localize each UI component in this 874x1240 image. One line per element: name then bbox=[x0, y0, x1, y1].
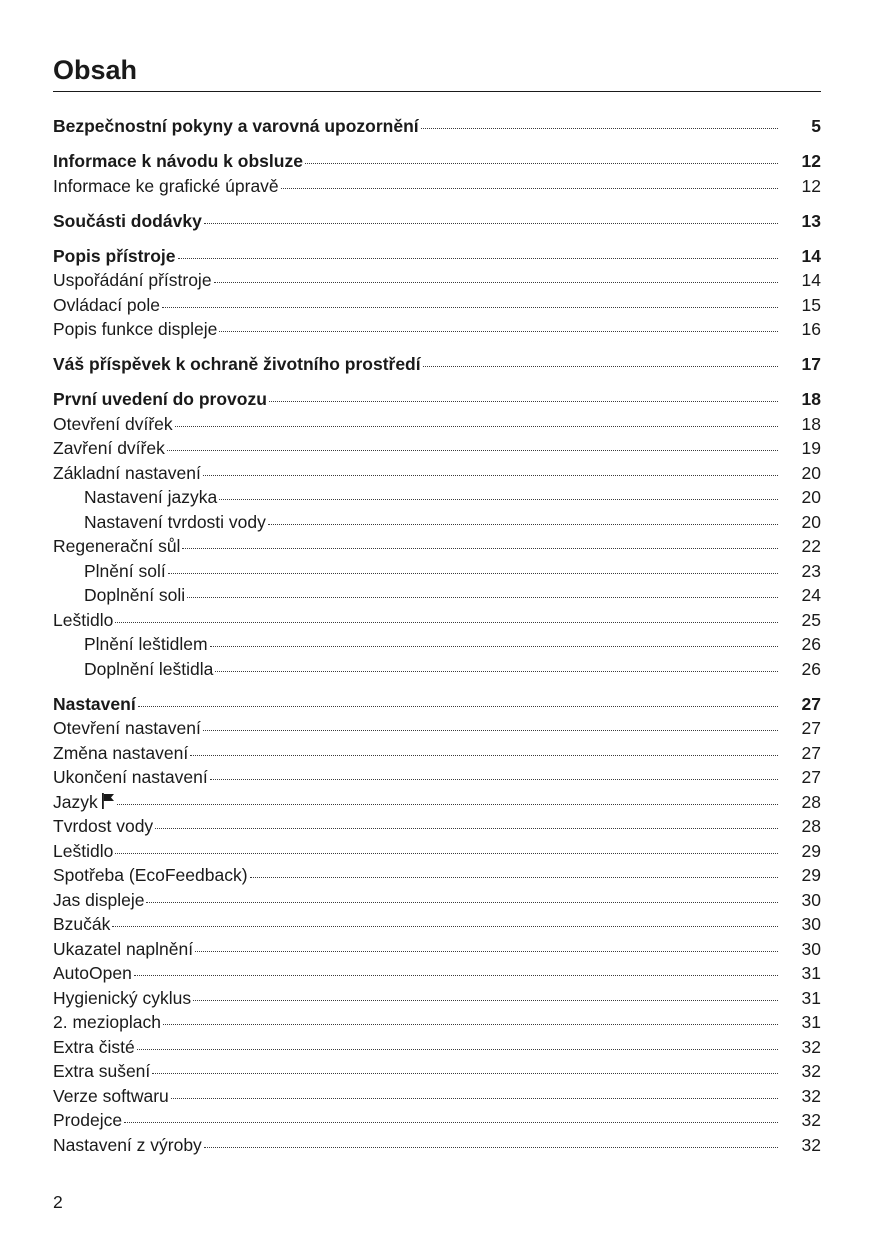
dot-leader bbox=[168, 573, 778, 574]
dot-leader bbox=[281, 188, 778, 189]
dot-leader bbox=[175, 426, 778, 427]
flag-icon bbox=[101, 793, 115, 809]
toc-entry-page: 14 bbox=[801, 270, 821, 290]
dot-leader bbox=[115, 853, 778, 854]
toc-entry-label: Zavření dvířek bbox=[53, 438, 165, 458]
document-page bbox=[53, 52, 821, 1157]
toc-entry-label: Nastavení z výroby bbox=[53, 1134, 202, 1155]
toc-entry-label: Váš příspěvek k ochraně životního prostředí bbox=[53, 354, 421, 374]
toc-entry-label: Otevření nastavení bbox=[53, 718, 201, 738]
toc-entry[interactable] bbox=[53, 268, 821, 293]
toc-entry-page: 17 bbox=[801, 354, 821, 374]
toc-entry-label: Plnění solí bbox=[84, 560, 166, 581]
toc-entry-page: 30 bbox=[801, 938, 821, 959]
toc-entry-page: 32 bbox=[801, 1134, 821, 1155]
toc-entry-page: 27 bbox=[801, 693, 821, 714]
toc-entry[interactable] bbox=[53, 1010, 821, 1035]
dot-leader bbox=[178, 258, 778, 259]
toc-entry-label: Popis přístroje bbox=[53, 245, 176, 266]
toc-entry[interactable] bbox=[53, 912, 821, 937]
dot-leader bbox=[155, 828, 778, 829]
toc-entry[interactable] bbox=[53, 716, 821, 741]
toc-entry[interactable] bbox=[53, 436, 821, 461]
toc-entry-label: Plnění leštidlem bbox=[84, 634, 208, 654]
dot-leader bbox=[146, 902, 778, 903]
toc-entry-label: Změna nastavení bbox=[53, 742, 189, 763]
dot-leader bbox=[305, 163, 778, 164]
dot-leader bbox=[214, 282, 778, 283]
page-title: Obsah bbox=[53, 52, 821, 92]
toc-entry[interactable] bbox=[53, 863, 821, 888]
toc-entry[interactable] bbox=[53, 741, 821, 766]
toc-entry-page: 26 bbox=[801, 634, 821, 654]
toc-subentry[interactable] bbox=[53, 583, 821, 608]
toc-entry-label: Leštidlo bbox=[53, 840, 114, 861]
dot-leader bbox=[203, 475, 778, 476]
toc-entry-page: 32 bbox=[801, 1061, 821, 1081]
dot-leader bbox=[187, 597, 778, 598]
dot-leader bbox=[210, 779, 778, 780]
toc-entry-label: Prodejce bbox=[53, 1110, 123, 1130]
dot-leader bbox=[193, 1000, 778, 1001]
toc-entry-page: 20 bbox=[801, 487, 821, 507]
toc-entry[interactable] bbox=[53, 412, 821, 437]
dot-leader bbox=[162, 307, 778, 308]
page-number: 2 bbox=[53, 1192, 63, 1212]
dot-leader bbox=[269, 401, 778, 402]
toc-entry[interactable] bbox=[53, 114, 821, 139]
toc-entry[interactable] bbox=[53, 244, 821, 269]
toc-entry-label bbox=[53, 790, 115, 815]
toc-entry-page: 27 bbox=[801, 742, 821, 763]
dot-leader bbox=[112, 926, 778, 927]
toc-entry[interactable] bbox=[53, 387, 821, 412]
dot-leader bbox=[215, 671, 778, 672]
toc-entry-page: 15 bbox=[801, 294, 821, 315]
toc-entry-page: 19 bbox=[801, 438, 821, 458]
toc-entry-page: 31 bbox=[801, 987, 821, 1008]
toc-entry[interactable] bbox=[53, 1133, 821, 1158]
toc-entry-page: 20 bbox=[801, 462, 821, 483]
toc-entry-label: Ukazatel naplnění bbox=[53, 938, 194, 959]
toc-entry-page: 16 bbox=[801, 319, 821, 339]
toc-subentry[interactable] bbox=[53, 632, 821, 657]
toc-entry-page: 25 bbox=[801, 609, 821, 630]
toc-subentry[interactable] bbox=[53, 485, 821, 510]
table-of-contents bbox=[53, 114, 821, 1157]
toc-entry-label: Ukončení nastavení bbox=[53, 767, 208, 787]
toc-entry-page: 32 bbox=[801, 1110, 821, 1130]
toc-entry[interactable] bbox=[53, 1059, 821, 1084]
toc-entry-label: Popis funkce displeje bbox=[53, 319, 218, 339]
dot-leader bbox=[219, 499, 778, 500]
toc-entry[interactable] bbox=[53, 961, 821, 986]
dot-leader bbox=[204, 1147, 778, 1148]
toc-entry-label: Bzučák bbox=[53, 914, 111, 934]
toc-entry-label: Jas displeje bbox=[53, 889, 145, 910]
dot-leader bbox=[124, 1122, 778, 1123]
toc-entry[interactable] bbox=[53, 149, 821, 174]
toc-entry-page: 12 bbox=[801, 175, 821, 196]
dot-leader bbox=[421, 128, 778, 129]
toc-entry[interactable] bbox=[53, 1108, 821, 1133]
toc-entry-page: 29 bbox=[801, 840, 821, 861]
dot-leader bbox=[182, 548, 778, 549]
toc-entry[interactable] bbox=[53, 317, 821, 342]
toc-entry[interactable] bbox=[53, 293, 821, 318]
toc-entry[interactable] bbox=[53, 1035, 821, 1060]
toc-entry[interactable] bbox=[53, 790, 821, 815]
toc-entry[interactable] bbox=[53, 814, 821, 839]
toc-entry-label: Doplnění leštidla bbox=[84, 658, 214, 679]
toc-entry-page: 30 bbox=[801, 914, 821, 934]
toc-entry-label: Verze softwaru bbox=[53, 1085, 169, 1106]
toc-subentry[interactable] bbox=[53, 657, 821, 682]
toc-entry-page: 31 bbox=[801, 963, 821, 983]
toc-entry-page: 20 bbox=[801, 511, 821, 532]
toc-entry-label: Základní nastavení bbox=[53, 462, 201, 483]
dot-leader bbox=[137, 1049, 778, 1050]
toc-entry-label: Nastavení bbox=[53, 693, 136, 714]
toc-entry-page: 32 bbox=[801, 1085, 821, 1106]
dot-leader bbox=[115, 622, 778, 623]
dot-leader bbox=[163, 1024, 778, 1025]
toc-entry-page: 31 bbox=[801, 1012, 821, 1032]
toc-entry-label: Součásti dodávky bbox=[53, 210, 202, 231]
toc-entry-label: Extra sušení bbox=[53, 1061, 151, 1081]
dot-leader bbox=[171, 1098, 778, 1099]
toc-entry-page: 23 bbox=[801, 560, 821, 581]
dot-leader bbox=[423, 366, 778, 367]
toc-entry-page: 13 bbox=[801, 210, 821, 231]
toc-entry[interactable] bbox=[53, 765, 821, 790]
toc-entry[interactable] bbox=[53, 839, 821, 864]
toc-entry-page: 30 bbox=[801, 889, 821, 910]
toc-entry-label: Uspořádání přístroje bbox=[53, 270, 212, 290]
toc-entry-label: AutoOpen bbox=[53, 963, 132, 983]
toc-entry-page: 29 bbox=[801, 865, 821, 885]
dot-leader bbox=[117, 804, 778, 805]
toc-entry[interactable] bbox=[53, 888, 821, 913]
dot-leader bbox=[268, 524, 778, 525]
toc-entry-label: Informace ke grafické úpravě bbox=[53, 175, 279, 196]
toc-entry-label: Extra čisté bbox=[53, 1036, 135, 1057]
dot-leader bbox=[203, 730, 778, 731]
toc-subentry[interactable] bbox=[53, 510, 821, 535]
toc-entry-page: 24 bbox=[801, 585, 821, 605]
toc-entry-page: 18 bbox=[801, 413, 821, 434]
toc-entry-page: 18 bbox=[801, 389, 821, 409]
dot-leader bbox=[250, 877, 778, 878]
toc-entry-label: Otevření dvířek bbox=[53, 413, 173, 434]
toc-entry-label: První uvedení do provozu bbox=[53, 389, 267, 409]
dot-leader bbox=[210, 646, 778, 647]
toc-entry[interactable] bbox=[53, 1084, 821, 1109]
toc-entry-label-text: Jazyk bbox=[53, 791, 98, 812]
dot-leader bbox=[134, 975, 778, 976]
toc-entry-page: 14 bbox=[801, 245, 821, 266]
toc-subentry[interactable] bbox=[53, 559, 821, 584]
toc-entry-page: 12 bbox=[801, 151, 821, 171]
toc-entry[interactable] bbox=[53, 352, 821, 377]
dot-leader bbox=[152, 1073, 778, 1074]
toc-entry-page: 27 bbox=[801, 767, 821, 787]
toc-entry[interactable] bbox=[53, 534, 821, 559]
toc-entry-page: 22 bbox=[801, 536, 821, 556]
toc-entry-page: 27 bbox=[801, 718, 821, 738]
toc-entry-label: Doplnění soli bbox=[84, 585, 186, 605]
toc-entry[interactable] bbox=[53, 692, 821, 717]
toc-entry-label: Tvrdost vody bbox=[53, 816, 154, 836]
dot-leader bbox=[190, 755, 778, 756]
toc-entry-label: Nastavení tvrdosti vody bbox=[84, 511, 266, 532]
toc-entry-page: 26 bbox=[801, 658, 821, 679]
toc-entry[interactable] bbox=[53, 209, 821, 234]
toc-entry-page: 5 bbox=[811, 116, 821, 136]
toc-entry[interactable] bbox=[53, 608, 821, 633]
dot-leader bbox=[219, 331, 778, 332]
toc-entry-label: Leštidlo bbox=[53, 609, 114, 630]
toc-entry-page: 28 bbox=[801, 816, 821, 836]
dot-leader bbox=[167, 450, 778, 451]
toc-entry-label: Bezpečnostní pokyny a varovná upozornění bbox=[53, 116, 419, 136]
toc-entry-label: Hygienický cyklus bbox=[53, 987, 192, 1008]
toc-entry-label: Informace k návodu k obsluze bbox=[53, 151, 303, 171]
toc-entry-label: Ovládací pole bbox=[53, 294, 161, 315]
toc-entry-label: Spotřeba (EcoFeedback) bbox=[53, 865, 248, 885]
toc-entry-label: Nastavení jazyka bbox=[84, 487, 218, 507]
toc-entry-page: 28 bbox=[801, 791, 821, 812]
dot-leader bbox=[195, 951, 778, 952]
dot-leader bbox=[138, 706, 778, 707]
toc-entry[interactable] bbox=[53, 986, 821, 1011]
toc-entry[interactable] bbox=[53, 937, 821, 962]
toc-entry-label: Regenerační sůl bbox=[53, 536, 181, 556]
toc-entry[interactable] bbox=[53, 461, 821, 486]
dot-leader bbox=[204, 223, 778, 224]
toc-entry[interactable] bbox=[53, 174, 821, 199]
toc-entry-page: 32 bbox=[801, 1036, 821, 1057]
toc-entry-label: 2. mezioplach bbox=[53, 1012, 161, 1032]
